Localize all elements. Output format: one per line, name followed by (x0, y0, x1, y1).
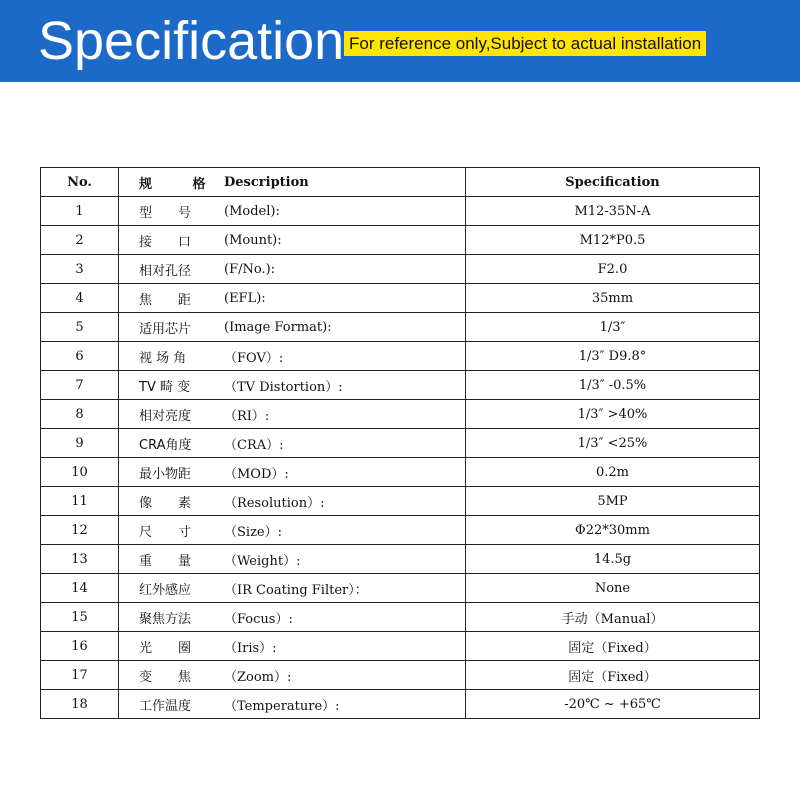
row-description-en: （IR Coating Filter）： (224, 582, 368, 598)
header-description-en: Description (224, 174, 309, 190)
row-description (119, 255, 466, 284)
row-description-zh: 红外感应 (139, 582, 192, 598)
row-description (119, 661, 466, 690)
row-description-en: （Weight）: (224, 553, 301, 569)
row-specification: Φ22*30mm (466, 516, 760, 545)
row-description-zh: 重 量 (139, 553, 192, 569)
row-number: 15 (41, 603, 119, 632)
reference-note-badge: For reference only,Subject to actual installation (344, 31, 706, 56)
row-description-zh: 焦 距 (139, 292, 192, 308)
row-description-en: （Iris）: (224, 640, 277, 656)
row-specification: 5MP (466, 487, 760, 516)
table-row (41, 661, 760, 690)
table-row (41, 458, 760, 487)
table-row (41, 690, 760, 719)
row-description-en: （RI）: (224, 408, 270, 424)
row-specification: None (466, 574, 760, 603)
row-number: 9 (41, 429, 119, 458)
row-description-en: (EFL): (224, 290, 266, 306)
row-description-en: （MOD）: (224, 466, 289, 482)
row-description (119, 574, 466, 603)
row-description-en: （Focus）: (224, 611, 293, 627)
row-description (119, 429, 466, 458)
row-specification: 1/3″ <25% (466, 429, 760, 458)
table-header-row (41, 168, 760, 197)
row-specification: 固定（Fixed） (466, 661, 760, 690)
page-title: Specification (38, 11, 345, 71)
row-description-zh: 最小物距 (139, 466, 192, 482)
header-no: No. (41, 168, 119, 197)
row-specification: 1/3″ -0.5% (466, 371, 760, 400)
table-row (41, 371, 760, 400)
row-number: 6 (41, 342, 119, 371)
row-specification: 0.2m (466, 458, 760, 487)
row-specification: 1/3″ D9.8° (466, 342, 760, 371)
row-specification: M12-35N-A (466, 197, 760, 226)
row-description (119, 371, 466, 400)
row-description (119, 458, 466, 487)
row-description-en: （Temperature）: (224, 698, 340, 714)
row-description (119, 603, 466, 632)
row-description (119, 284, 466, 313)
row-description-zh: 变 焦 (139, 669, 192, 685)
row-number: 1 (41, 197, 119, 226)
row-description (119, 516, 466, 545)
row-description-zh: CRA角度 (139, 437, 192, 453)
row-description-en: （Zoom）: (224, 669, 292, 685)
row-description-en: （FOV）: (224, 350, 284, 366)
row-specification: 1/3″ >40% (466, 400, 760, 429)
header-banner (0, 0, 800, 82)
table-row (41, 197, 760, 226)
row-number: 4 (41, 284, 119, 313)
row-number: 10 (41, 458, 119, 487)
table-body (41, 197, 760, 719)
row-specification: 1/3″ (466, 313, 760, 342)
row-number: 13 (41, 545, 119, 574)
row-description-en: （Size）: (224, 524, 282, 540)
table-row (41, 545, 760, 574)
specification-table (40, 167, 760, 719)
table-row (41, 603, 760, 632)
row-description-zh: 相对孔径 (139, 263, 192, 279)
row-description-zh: 适用芯片 (139, 321, 192, 337)
row-description (119, 632, 466, 661)
table-row (41, 400, 760, 429)
row-description-zh: 像 素 (139, 495, 192, 511)
row-number: 2 (41, 226, 119, 255)
row-description-en: (Image Format): (224, 319, 332, 335)
table-row (41, 487, 760, 516)
row-description-en: (F/No.): (224, 261, 276, 277)
table-row (41, 226, 760, 255)
row-number: 12 (41, 516, 119, 545)
row-description-en: （Resolution）: (224, 495, 325, 511)
row-description-en: (Model): (224, 203, 280, 219)
row-description-zh: 光 圈 (139, 640, 192, 656)
row-number: 11 (41, 487, 119, 516)
row-specification: 35mm (466, 284, 760, 313)
row-specification: F2.0 (466, 255, 760, 284)
row-description-zh: 视 场 角 (139, 350, 187, 366)
header-specification: Specification (466, 168, 760, 197)
row-number: 7 (41, 371, 119, 400)
table-row (41, 313, 760, 342)
table-row (41, 255, 760, 284)
row-description-zh: 型 号 (139, 205, 192, 221)
row-description (119, 545, 466, 574)
table-row (41, 284, 760, 313)
row-specification: 手动（Manual） (466, 603, 760, 632)
row-description-en: (Mount): (224, 232, 282, 248)
table-row (41, 342, 760, 371)
row-description (119, 342, 466, 371)
row-specification: 固定（Fixed） (466, 632, 760, 661)
row-number: 16 (41, 632, 119, 661)
row-description-zh: 接 口 (139, 234, 192, 250)
row-description-en: （TV Distortion）: (224, 379, 343, 395)
table-row (41, 429, 760, 458)
header-description-zh: 规 格 (139, 176, 224, 192)
row-number: 3 (41, 255, 119, 284)
row-description (119, 487, 466, 516)
row-number: 5 (41, 313, 119, 342)
row-description-zh: 相对亮度 (139, 408, 192, 424)
row-number: 14 (41, 574, 119, 603)
row-description (119, 313, 466, 342)
row-description (119, 197, 466, 226)
table-row (41, 574, 760, 603)
row-number: 8 (41, 400, 119, 429)
row-number: 18 (41, 690, 119, 719)
header-description (119, 168, 466, 197)
table-row (41, 516, 760, 545)
row-specification: -20℃ ~ +65℃ (466, 690, 760, 719)
row-description-zh: 尺 寸 (139, 524, 192, 540)
row-description (119, 226, 466, 255)
row-description (119, 400, 466, 429)
row-specification: 14.5g (466, 545, 760, 574)
row-description-zh: 聚焦方法 (139, 611, 192, 627)
row-number: 17 (41, 661, 119, 690)
table-row (41, 632, 760, 661)
row-description-zh: 工作温度 (139, 698, 192, 714)
row-description (119, 690, 466, 719)
row-description-en: （CRA）: (224, 437, 284, 453)
row-description-zh: TV 畸 变 (139, 379, 191, 395)
row-specification: M12*P0.5 (466, 226, 760, 255)
